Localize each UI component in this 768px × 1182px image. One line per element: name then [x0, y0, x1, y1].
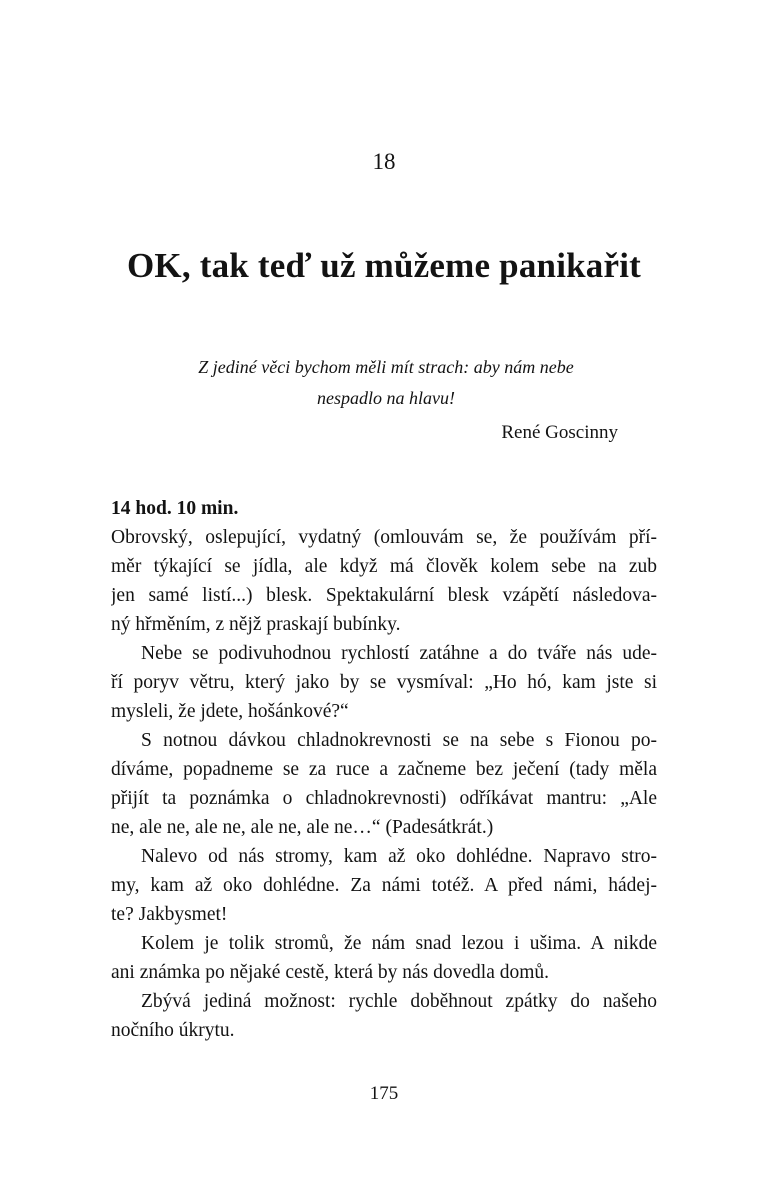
body-line: ří poryv větru, který jako by se vysmíval: „Ho hó, kam jste si	[111, 672, 657, 693]
body-line: nočního úkrytu.	[111, 1020, 235, 1041]
body-line: Zbývá jediná možnost: rychle doběhnout zpátky do našeho	[141, 991, 657, 1012]
epigraph-line: nespadlo na hlavu!	[317, 388, 455, 408]
body-line: my, kam až oko dohlédne. Za námi totéž. A před námi, hádej-	[111, 875, 657, 896]
body-line: Nalevo od nás stromy, kam až oko dohlédne. Napravo stro-	[141, 846, 657, 867]
body-text	[111, 494, 657, 1045]
body-line: přijít ta poznámka o chladnokrevnosti) odříkávat mantru: „Ale	[111, 788, 657, 809]
body-line: díváme, popadneme se za ruce a začneme bez ječení (tady měla	[111, 759, 657, 780]
body-line: S notnou dávkou chladnokrevnosti se na sebe s Fionou po-	[141, 730, 657, 751]
epigraph	[131, 352, 641, 448]
epigraph-attribution: René Goscinny	[501, 422, 618, 443]
body-line: Kolem je tolik stromů, že nám snad lezou i ušima. A nikde	[141, 933, 657, 954]
body-line: te? Jakbysmet!	[111, 904, 228, 925]
body-line: ne, ale ne, ale ne, ale ne, ale ne…“ (Padesátkrát.)	[111, 817, 494, 838]
page-number: 175	[369, 1083, 399, 1104]
section-heading: 14 hod. 10 min.	[111, 498, 239, 519]
epigraph-line: Z jediné věci bychom měli mít strach: aby nám nebe	[198, 357, 574, 377]
body-line: Nebe se podivuhodnou rychlostí zatáhne a do tváře nás ude-	[141, 643, 657, 664]
chapter-title: OK, tak teď už můžeme panikařit	[126, 246, 642, 285]
body-line: Obrovský, oslepující, vydatný (omlouvám se, že používám pří-	[111, 527, 657, 548]
chapter-number: 18	[372, 149, 396, 174]
paragraphs	[111, 523, 657, 1045]
body-line: ani známka po nějaké cestě, která by nás dovedla domů.	[111, 962, 550, 983]
body-line: mysleli, že jdete, hošánkové?“	[111, 701, 349, 722]
body-line: měr týkající se jídla, ale když má člověk kolem sebe na zub	[111, 556, 657, 577]
body-line: ný hřměním, z nějž praskají bubínky.	[111, 614, 401, 635]
body-line: jen samé listí...) blesk. Spektakulární blesk vzápětí následova-	[111, 585, 657, 606]
